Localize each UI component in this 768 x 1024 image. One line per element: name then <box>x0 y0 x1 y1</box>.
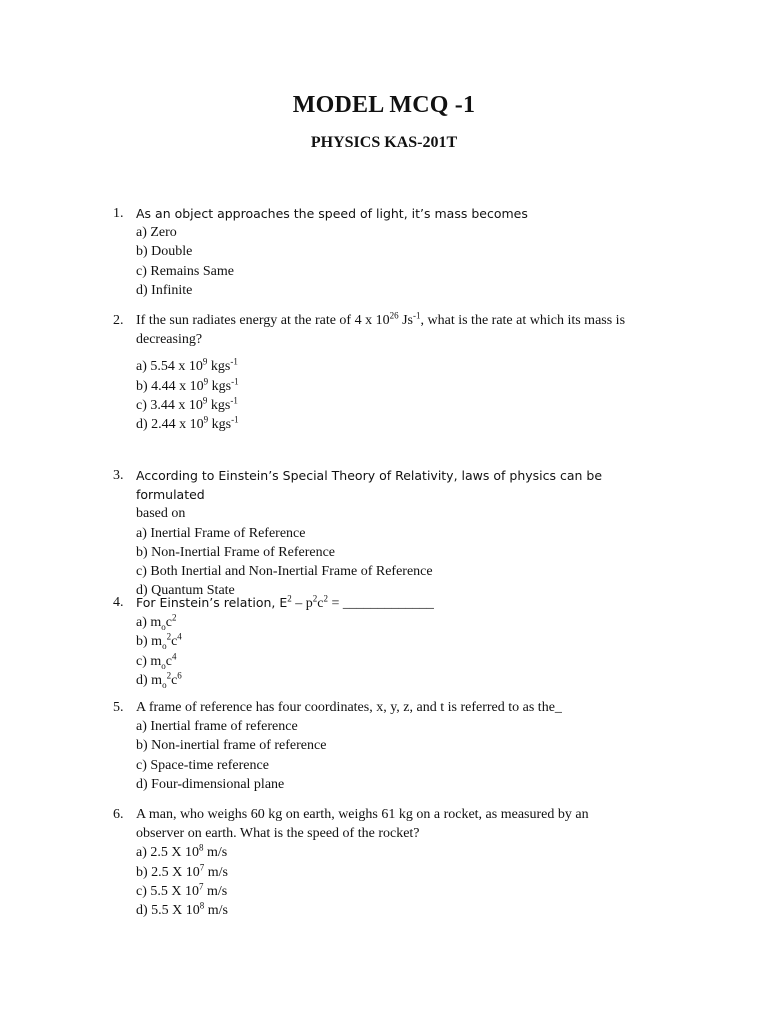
option-text: a) 2.5 X 10 <box>136 845 199 861</box>
unit: kgs <box>207 397 231 413</box>
exponent: -1 <box>413 310 421 321</box>
option-d: d) Four-dimensional plane <box>136 776 285 792</box>
exponent: -1 <box>230 395 238 406</box>
exponent: 4 <box>171 650 177 661</box>
subscript: o <box>162 679 167 690</box>
option-c <box>136 652 673 671</box>
unit: m/s <box>203 845 228 861</box>
option-a: a) Inertial Frame of Reference <box>136 525 306 541</box>
option-text: c) 5.5 X 10 <box>136 883 199 899</box>
option-c <box>136 396 673 415</box>
question-number: 3. <box>113 468 124 483</box>
option-text: d) 5.5 X 10 <box>136 903 200 919</box>
question-text-part: c <box>317 596 324 611</box>
subscript: o <box>161 660 166 671</box>
question-3 <box>113 466 673 600</box>
question-text: A frame of reference has four coordinates, x, y, z, and t is referred to as the_ <box>136 700 562 715</box>
exponent: 2 <box>171 612 177 623</box>
option-text: d) m <box>136 672 163 688</box>
options-list <box>136 843 673 920</box>
option-b: b) Double <box>136 244 193 260</box>
question-text: According to Einstein’s Special Theory of Relativity, laws of physics can be formulated <box>136 468 603 503</box>
option-b <box>136 863 673 882</box>
exponent: 6 <box>177 670 182 681</box>
option-text: c <box>171 634 178 650</box>
subscript: o <box>162 641 167 652</box>
exponent: 26 <box>389 310 399 321</box>
question-text: A man, who weighs 60 kg on earth, weighs 61 kg on a rocket, as measured by an observer on earth. What is the speed of the rocket? <box>136 807 589 842</box>
exponent: 7 <box>199 881 204 892</box>
option-text: b) m <box>136 634 163 650</box>
option-text: c <box>165 615 172 631</box>
exponent: 4 <box>177 631 182 642</box>
question-number: 2. <box>113 313 124 328</box>
option-text: c) m <box>136 653 162 669</box>
exponent: -1 <box>230 356 238 367</box>
exponent: 2 <box>323 593 328 604</box>
question-text-part: Js <box>398 313 413 328</box>
option-text: a) m <box>136 615 162 631</box>
exponent: 2 <box>312 593 318 604</box>
exponent: 9 <box>202 356 208 367</box>
option-d <box>136 671 673 690</box>
option-text: c) 3.44 x 10 <box>136 397 203 413</box>
exponent: 8 <box>199 900 205 911</box>
exponent: -1 <box>231 414 239 425</box>
question-text: As an object approaches the speed of light, it’s mass becomes <box>136 206 528 221</box>
option-c: c) Remains Same <box>136 263 234 279</box>
option-d <box>136 901 673 920</box>
exponent: 2 <box>287 593 292 604</box>
option-text: b) 4.44 x 10 <box>136 378 204 394</box>
question-text-continued: based on <box>136 506 186 522</box>
option-d: d) Quantum State <box>136 583 235 599</box>
unit: m/s <box>203 883 228 899</box>
exponent: -1 <box>231 375 239 386</box>
option-text: b) 2.5 X 10 <box>136 864 200 880</box>
exponent: 9 <box>202 395 208 406</box>
options-list <box>136 357 673 434</box>
option-b <box>136 632 673 651</box>
options-list <box>136 613 673 690</box>
option-a: a) Inertial frame of reference <box>136 719 298 735</box>
options-list <box>136 223 673 300</box>
question-text-part: , what is the rate at which its mass is decreasing? <box>136 313 626 348</box>
question-text <box>136 593 673 613</box>
unit: kgs <box>208 417 232 433</box>
option-b: b) Non-inertial frame of reference <box>136 738 327 754</box>
question-number: 4. <box>113 595 124 610</box>
exponent: 9 <box>203 414 209 425</box>
exponent: 2 <box>166 670 172 681</box>
option-a <box>136 843 673 862</box>
option-d: d) Infinite <box>136 282 193 298</box>
option-a: a) Zero <box>136 225 177 241</box>
option-text: a) 5.54 x 10 <box>136 359 203 375</box>
option-text: c <box>171 672 178 688</box>
question-number: 1. <box>113 206 124 221</box>
option-text: c <box>165 653 172 669</box>
option-a <box>136 613 673 632</box>
option-c <box>136 882 673 901</box>
question-6 <box>113 805 673 920</box>
exponent: 9 <box>203 375 209 386</box>
exponent: 8 <box>199 842 204 853</box>
question-2 <box>113 311 673 434</box>
question-text-part: – p <box>291 596 313 611</box>
unit: m/s <box>204 903 229 919</box>
option-b: b) Non-Inertial Frame of Reference <box>136 544 336 560</box>
exponent: 2 <box>166 631 172 642</box>
option-c: c) Both Inertial and Non-Inertial Frame of Reference <box>136 564 433 580</box>
option-text: d) 2.44 x 10 <box>136 417 204 433</box>
unit: kgs <box>208 378 232 394</box>
exponent: 7 <box>199 861 205 872</box>
question-4 <box>113 593 673 690</box>
page-subtitle: PHYSICS KAS-201T <box>310 134 458 151</box>
question-number: 6. <box>113 807 124 822</box>
option-b <box>136 377 673 396</box>
question-text-part: If the sun radiates energy at the rate of 4 x 10 <box>136 313 390 328</box>
answer-blank: = _____________ <box>327 596 434 611</box>
option-a <box>136 357 673 376</box>
page-title: MODEL MCQ -1 <box>292 92 476 118</box>
unit: m/s <box>204 864 229 880</box>
question-number: 5. <box>113 700 124 715</box>
question-5 <box>113 698 673 794</box>
question-text <box>136 311 673 349</box>
question-text-part: For Einstein’s relation, E <box>136 595 288 610</box>
question-1 <box>113 204 673 300</box>
subscript: o <box>161 622 166 632</box>
option-d <box>136 415 673 434</box>
unit: kgs <box>207 359 231 375</box>
options-list <box>136 717 673 794</box>
option-c: c) Space-time reference <box>136 757 269 773</box>
